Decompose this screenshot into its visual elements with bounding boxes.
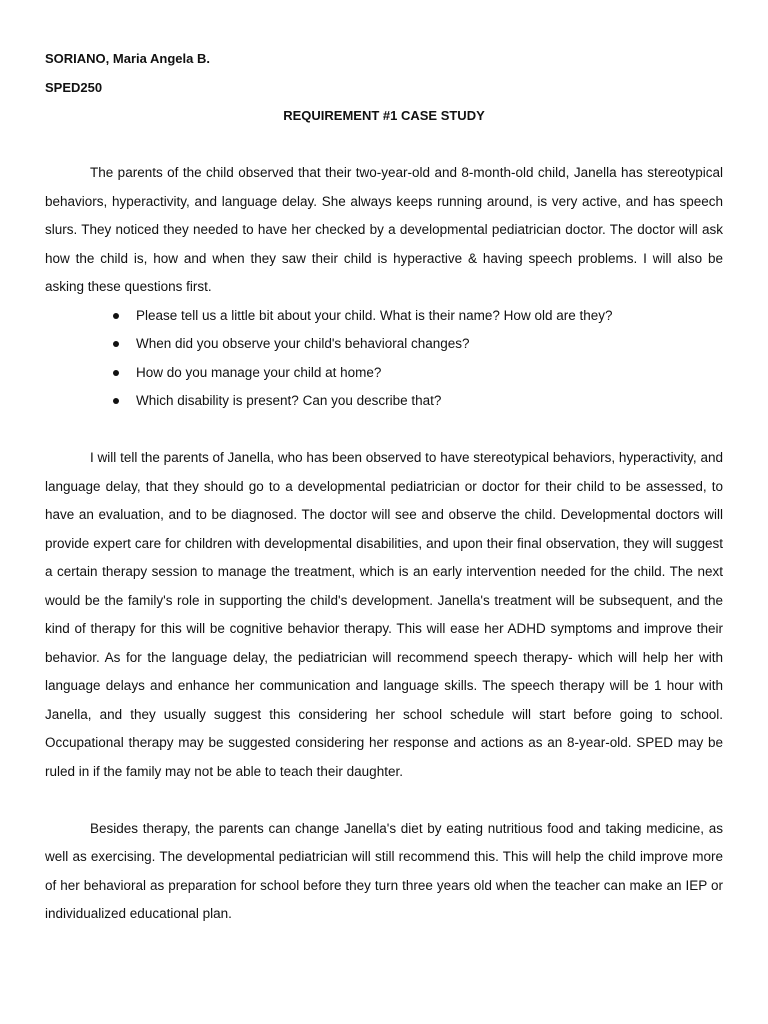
student-name: SORIANO, Maria Angela B. [45,51,210,66]
spacer [45,131,723,160]
spacer [45,786,723,815]
document-title: REQUIREMENT #1 CASE STUDY [283,108,485,123]
list-item [113,302,723,331]
question-text: Please tell us a little bit about your child. What is their name? How old are they? [136,307,613,323]
bullet-icon [113,313,119,319]
paragraph-intro: The parents of the child observed that their two-year-old and 8-month-old child, Janella has stereotypical behaviors, hyperactivity, and language delay. She always keeps running around, is very active, and has speech slurs. They noticed they needed to have her checked by a developmental pediatrician doctor. The doctor will ask how the child is, how and when they saw their child is hyperactive & having speech problems. I will also be asking these questions first. [45,165,723,294]
question-text: How do you manage your child at home? [136,364,382,380]
paragraph-recommendation: I will tell the parents of Janella, who has been observed to have stereotypical behaviors, hyperactivity, and language delay, that they should go to a developmental pediatrician or doctor for their child to be assessed, to have an evaluation, and to be diagnosed. The doctor will see and observe the child. Developmental doctors will provide expert care for children with developmental disabilities, and upon their final observation, they will suggest a certain therapy session to manage the treatment, which is an early intervention needed for the child. The next would be the family's role in supporting the child's development. Janella's treatment will be subsequent, and the kind of therapy for this will be cognitive behavior therapy. This will ease her ADHD symptoms and improve their behavior. As for the language delay, the pediatrician will recommend speech therapy- which will help her with language delays and enhance her communication and language skills. The speech therapy will be 1 hour with Janella, and they usually suggest this considering her school schedule will start before going to school. Occupational therapy may be suggested considering her response and actions as an 8-year-old. SPED may be ruled in if the family may not be able to teach their daughter. [45,450,723,779]
list-item [113,387,723,416]
bullet-icon [113,341,119,347]
list-item [113,359,723,388]
question-text: Which disability is present? Can you describe that? [136,393,442,408]
paragraph-diet: Besides therapy, the parents can change Janella's diet by eating nutritious food and taking medicine, as well as exercising. The developmental pediatrician will still recommend this. This will help the child improve more of her behavioral as preparation for school before they turn three years old when the teacher can make an IEP or individualized educational plan. [45,820,723,921]
question-list [45,302,723,416]
spacer [45,416,723,445]
bullet-icon [113,398,119,404]
list-item [113,330,723,359]
course-code: SPED250 [45,79,103,95]
bullet-icon [113,370,119,376]
question-text: When did you observe your child's behavioral changes? [136,336,470,351]
